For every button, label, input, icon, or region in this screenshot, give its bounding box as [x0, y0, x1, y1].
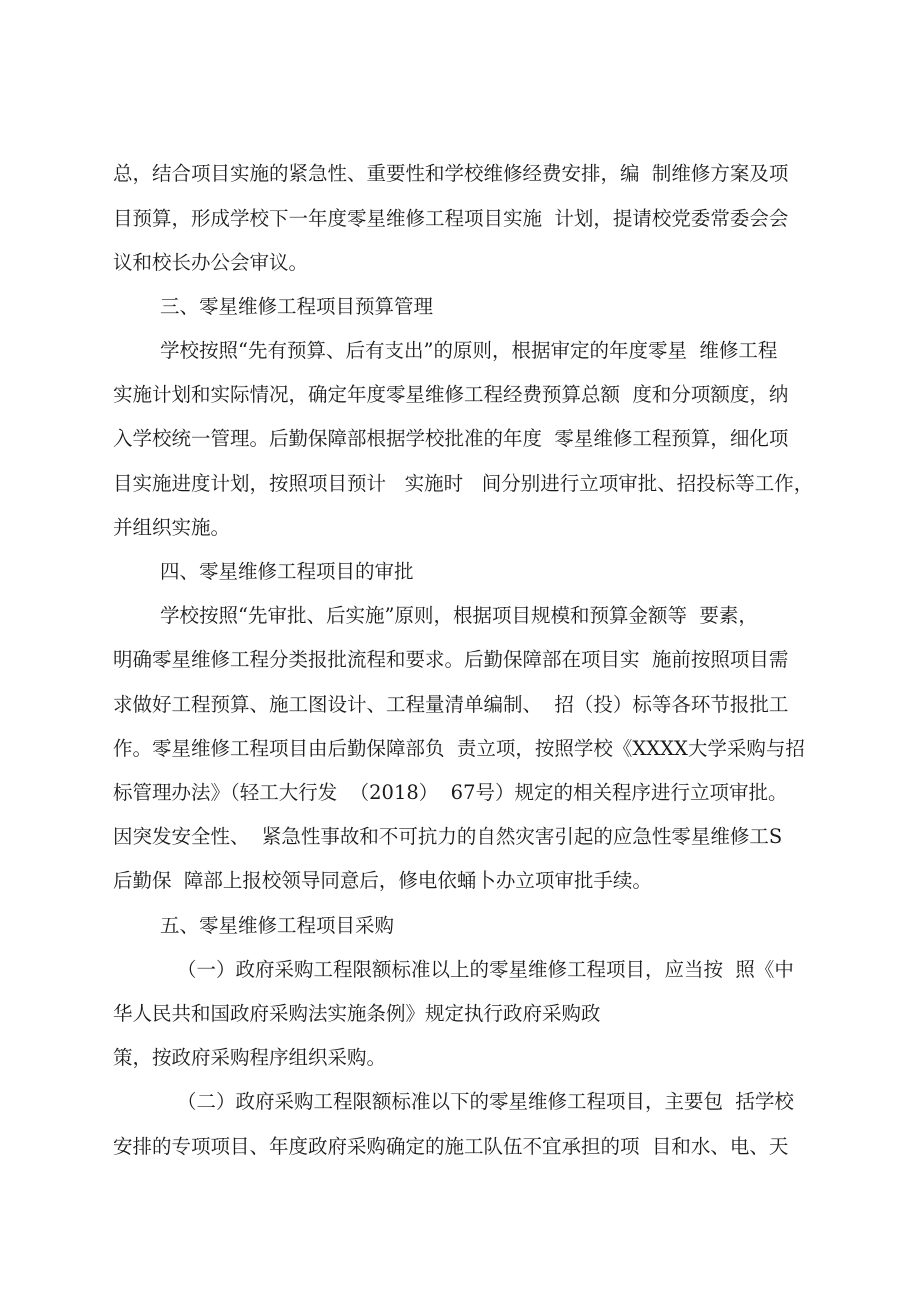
paragraph-line: 目实施进度计划，按照项目预计 实施时 间分别进行立项审批、招投标等工作， — [113, 472, 814, 495]
paragraph-line: 学校按照“先有预算、后有支出”的原则，根据审定的年度零星 维修工程 — [160, 339, 778, 362]
paragraph-line: 求做好工程预算、施工图设计、工程量清单编制、 招（投）标等各环节报批工 — [113, 693, 789, 716]
section-heading: 五、零星维修工程项目采购 — [160, 914, 395, 937]
paragraph-line: 标管理办法》（轻工大行发 （2018） 67号）规定的相关程序进行立项审批。 — [113, 781, 788, 804]
paragraph-line: 目预算，形成学校下一年度零星维修工程项目实施 计划，提请校党委常委会会 — [113, 207, 789, 230]
paragraph-line: 作。零星维修工程项目由后勤保障部负 责立项，按照学校《XXXX大学采购与招 — [113, 737, 805, 760]
paragraph-line: （一）政府采购工程限额标准以上的零星维修工程项目，应当按 照《中 — [177, 958, 794, 981]
paragraph-line: 实施计划和实际情况，确定年度零星维修工程经费预算总额 度和分项额度，纳 — [113, 383, 789, 406]
paragraph-line: 并组织实施。 — [113, 516, 231, 539]
paragraph-line: 议和校长办公会审议。 — [113, 251, 309, 274]
paragraph-line: 策，按政府采购程序组织采购。 — [113, 1046, 387, 1069]
paragraph-line: 后勤保 障部上报校领导同意后，修电依蛹卜办立项审批手续。 — [113, 869, 652, 892]
paragraph-line: 因突发安全性、 紧急性事故和不可抗力的自然灾害引起的应急性零星维修工S — [113, 825, 783, 848]
paragraph-line: 明确零星维修工程分类报批流程和要求。后勤保障部在项目实 施前按照项目需 — [113, 648, 789, 671]
paragraph-line: 安排的专项项目、年度政府采购确定的施工队伍不宜承担的项 目和水、电、天 — [113, 1135, 789, 1158]
paragraph-line: 华人民共和国政府采购法实施条例》规定执行政府采购政 — [113, 1002, 601, 1025]
section-heading: 四、零星维修工程项目的审批 — [160, 560, 414, 583]
paragraph-line: 入学校统一管理。后勤保障部根据学校批准的年度 零星维修工程预算，细化项 — [113, 427, 789, 450]
paragraph-line: （二）政府采购工程限额标准以下的零星维修工程项目，主要包 括学校 — [177, 1090, 794, 1113]
paragraph-line: 总，结合项目实施的紧急性、重要性和学校维修经费安排，编 制维修方案及项 — [113, 162, 789, 185]
paragraph-line: 学校按照“先审批、后实施”原则，根据项目规模和预算金额等 要素， — [160, 604, 758, 627]
section-heading: 三、零星维修工程项目预算管理 — [160, 295, 434, 318]
